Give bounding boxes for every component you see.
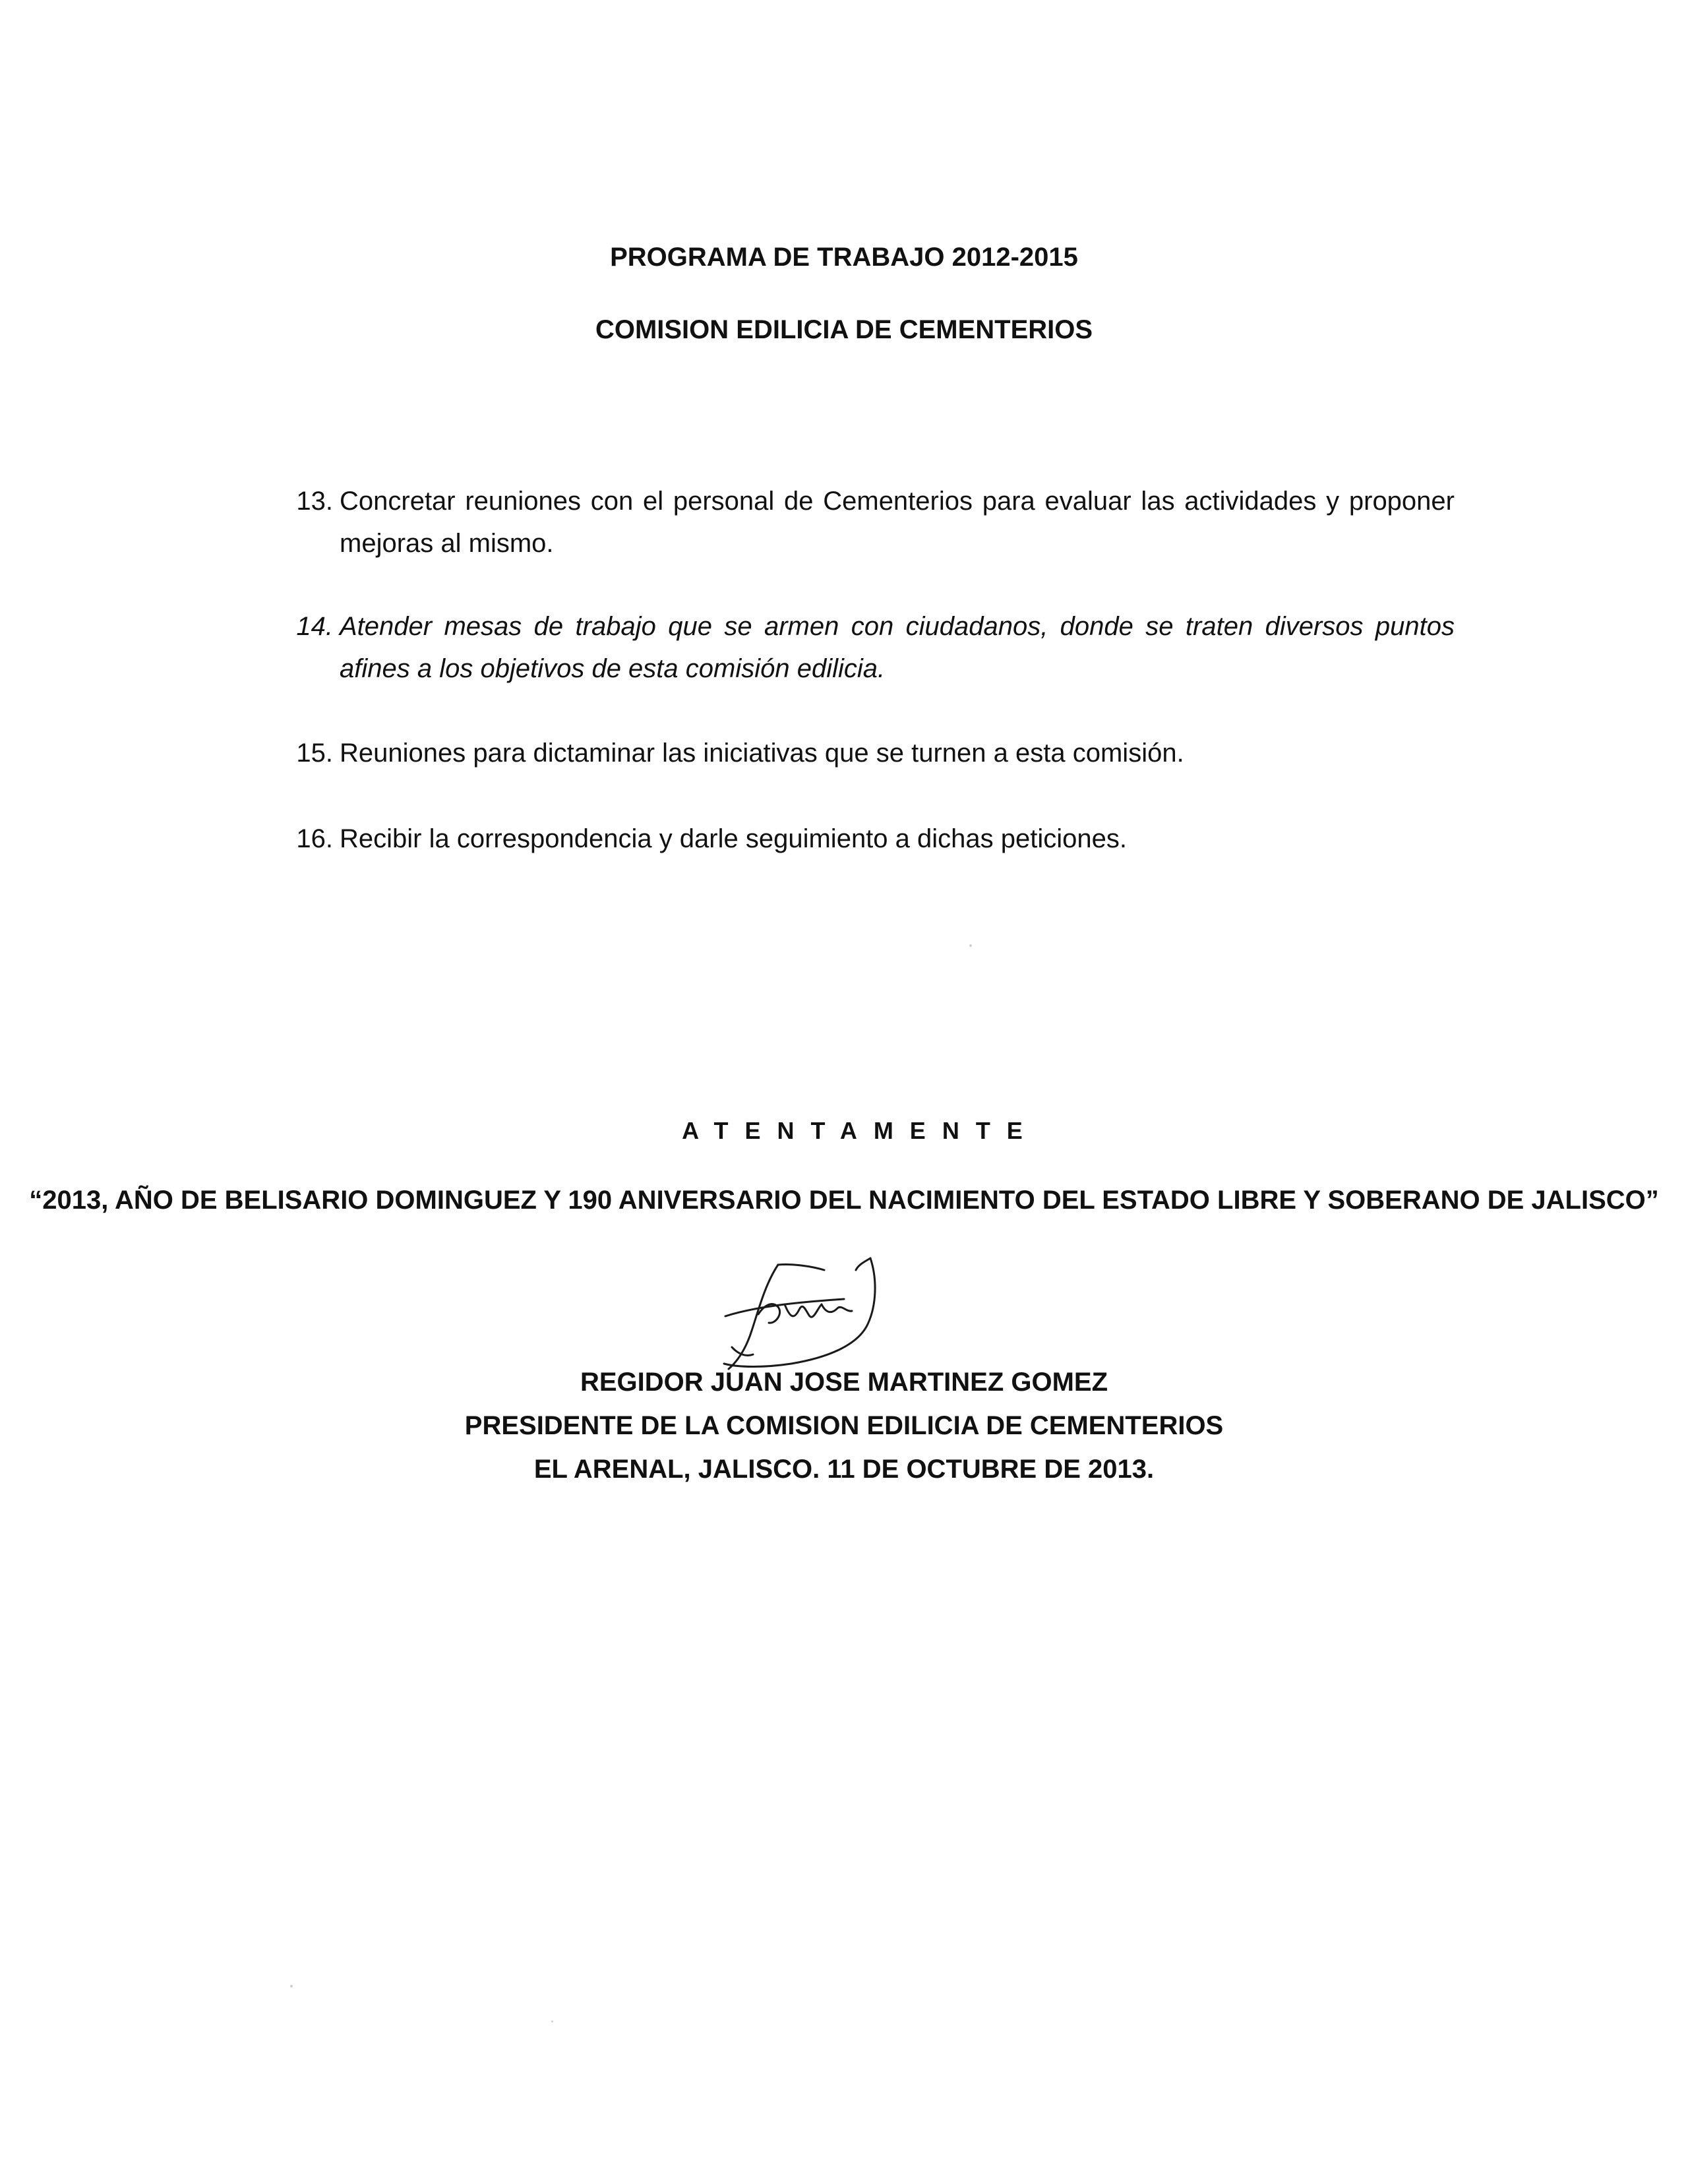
item-text: Recibir la correspondencia y darle seguimiento a dichas peticiones. (340, 824, 1127, 853)
closing-salutation: ATENTAMENTE (682, 1117, 1039, 1144)
page-title: PROGRAMA DE TRABAJO 2012-2015 (610, 243, 1078, 272)
place-date: EL ARENAL, JALISCO. 11 DE OCTUBRE DE 2013. (533, 1455, 1155, 1484)
signer-role: PRESIDENTE DE LA COMISION EDILICIA DE CEMENTERIOS (464, 1411, 1224, 1440)
item-text: Concretar reuniones con el personal de Cementerios para evaluar las actividades y proponer mejoras al mismo. (340, 487, 1455, 558)
scan-speck (551, 2020, 553, 2022)
item-text: Reuniones para dictaminar las iniciativas que se turnen a esta comisión. (340, 739, 1184, 768)
item-number: 14. (296, 612, 333, 641)
page-subtitle: COMISION EDILICIA DE CEMENTERIOS (595, 315, 1093, 344)
item-number: 16. (296, 824, 333, 853)
signer-name: REGIDOR JUAN JOSE MARTINEZ GOMEZ (580, 1368, 1108, 1397)
item-number: 15. (296, 739, 333, 768)
scan-speck (969, 944, 972, 947)
item-text: Atender mesas de trabajo que se armen con ciudadanos, donde se traten diversos puntos afines a los objetivos de esta comisión edilicia. (340, 612, 1455, 683)
scan-speck (290, 1985, 293, 1987)
handwritten-signature-icon (712, 1238, 936, 1377)
item-number: 13. (296, 487, 333, 516)
official-motto: “2013, AÑO DE BELISARIO DOMINGUEZ Y 190 ANIVERSARIO DEL NACIMIENTO DEL ESTADO LIBRE Y SOBERANO DE JALISCO” (29, 1186, 1659, 1215)
